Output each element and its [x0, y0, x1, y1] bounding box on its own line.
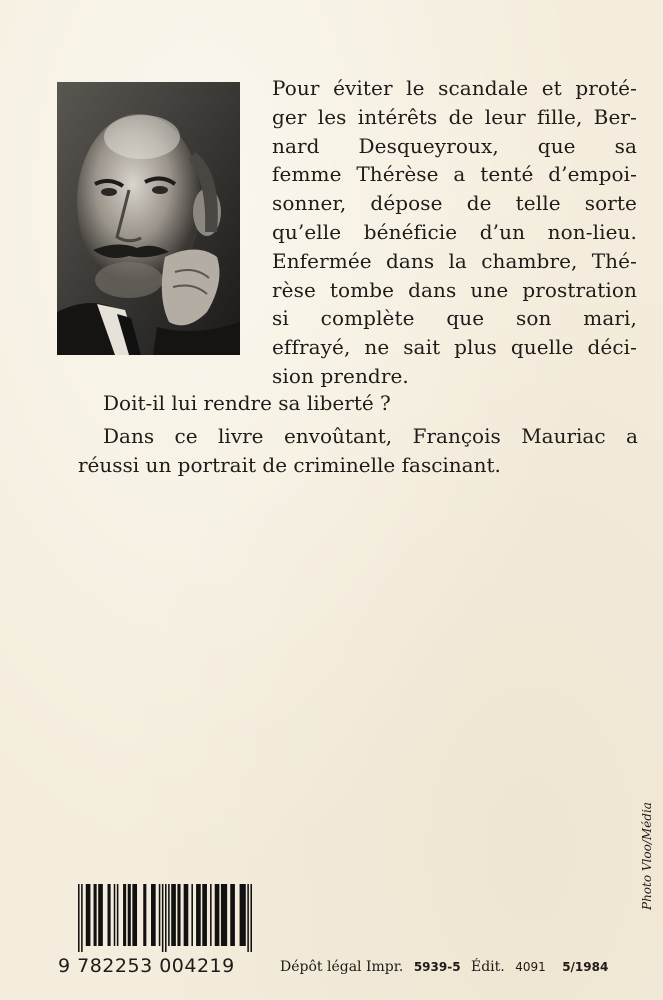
blurb-line — [272, 74, 637, 103]
barcode-bar — [171, 884, 176, 946]
barcode-bar — [202, 884, 207, 946]
word: complète — [320, 306, 415, 331]
word: que — [446, 306, 485, 331]
word: Thérèse — [356, 162, 439, 187]
barcode-bar — [230, 884, 235, 946]
barcode-bar — [117, 884, 119, 946]
barcode-bar — [177, 884, 180, 946]
blurb-line — [272, 362, 637, 391]
word: ce — [174, 424, 198, 448]
word: François — [412, 424, 501, 448]
word: proté- — [575, 76, 637, 100]
word: scandale — [438, 76, 529, 100]
barcode-bar — [94, 884, 97, 946]
word: et — [541, 76, 562, 100]
word: Mauriac — [521, 424, 606, 448]
word: sa — [614, 133, 637, 158]
barcode-bar — [210, 884, 212, 946]
edit-number: 4091 — [515, 960, 546, 974]
word: son — [515, 306, 552, 331]
barcode-bar — [132, 884, 137, 946]
edit-label: Édit. — [471, 959, 505, 975]
barcode-bar — [81, 884, 83, 952]
blurb-text — [272, 74, 637, 391]
barcode-bar — [128, 884, 131, 946]
word: de — [448, 104, 474, 129]
word: quelle — [510, 335, 574, 360]
barcode-bar — [143, 884, 146, 946]
word: a — [626, 424, 638, 448]
blurb-line — [272, 160, 637, 189]
word: non-lieu. — [547, 219, 637, 244]
author-portrait-photo — [57, 82, 240, 355]
barcode-bar — [98, 884, 103, 946]
blurb-line — [272, 276, 637, 305]
word: dans — [385, 248, 435, 273]
word: dans — [408, 277, 457, 302]
barcode-bar — [250, 884, 252, 952]
word: Ber- — [593, 104, 637, 129]
word: fille, — [537, 104, 583, 129]
word: leur — [484, 104, 526, 129]
barcode-bar — [191, 884, 193, 946]
word: intérêts — [357, 104, 438, 129]
publication-date: 5/1984 — [562, 960, 609, 974]
word: le — [406, 76, 425, 100]
word: une — [470, 277, 509, 302]
word: de — [466, 191, 492, 216]
word: ger — [272, 104, 307, 129]
depot-legal-label: Dépôt légal Impr. — [280, 959, 404, 975]
word: envoûtant, — [283, 424, 393, 448]
word: que — [537, 133, 576, 158]
blurb-line — [272, 333, 637, 362]
word: éviter — [333, 76, 393, 100]
barcode-bar — [247, 884, 249, 952]
word: prostration — [522, 277, 637, 302]
word: ne — [364, 335, 390, 360]
word: a — [453, 162, 466, 187]
word: déci- — [587, 335, 637, 360]
word: sait — [403, 335, 441, 360]
blurb-closing-line-1 — [103, 422, 638, 451]
word: dépose — [370, 191, 443, 216]
barcode-bar — [168, 884, 170, 946]
blurb-line — [272, 132, 637, 161]
word: tombe — [329, 277, 395, 302]
word: Pour — [272, 76, 320, 100]
word: sorte — [584, 191, 637, 216]
barcode-digits: 9 782253 004219 — [58, 955, 235, 977]
barcode-bar — [151, 884, 156, 946]
barcode-bar — [165, 884, 167, 952]
word: Dans — [103, 424, 155, 448]
barcode-bar — [240, 884, 246, 946]
blurb-line — [272, 103, 637, 132]
word: qu’elle — [272, 219, 342, 244]
barcode-bar — [184, 884, 189, 946]
blurb-question: Doit-il lui rendre sa liberté ? — [103, 391, 391, 415]
impr-number: 5939-5 — [413, 960, 461, 974]
word: plus — [454, 335, 497, 360]
barcode-bar — [108, 884, 111, 946]
barcode — [78, 884, 252, 952]
word: si — [272, 306, 289, 331]
barcode-bar — [114, 884, 116, 946]
word: livre — [218, 424, 264, 448]
barcode-bar — [123, 884, 126, 946]
word: rèse — [272, 277, 316, 302]
word: Enfermée — [272, 248, 372, 273]
word: d’un — [479, 219, 526, 244]
word: tenté — [480, 162, 534, 187]
word: les — [317, 104, 347, 129]
barcode-bar — [86, 884, 91, 946]
barcode-bar — [221, 884, 227, 946]
word: Desqueyroux, — [358, 133, 499, 158]
barcode-bar — [162, 884, 164, 952]
blurb-line — [272, 304, 637, 333]
blurb-line — [272, 189, 637, 218]
photo-credit: Photo Vloo/Média — [640, 802, 654, 910]
word: nard — [272, 133, 320, 158]
legal-notice — [280, 959, 614, 975]
blurb-line — [272, 247, 637, 276]
word: effrayé, — [272, 335, 351, 360]
word: sonner, — [272, 191, 347, 216]
word: femme — [272, 162, 342, 187]
blurb-closing-line-2: réussi un portrait de criminelle fascinant. — [78, 453, 501, 477]
barcode-bar — [196, 884, 201, 946]
barcode-bar — [215, 884, 220, 946]
word: d’empoi- — [548, 162, 637, 187]
word: chambre, — [481, 248, 578, 273]
word: mari, — [583, 306, 637, 331]
barcode-bar — [78, 884, 80, 952]
word: bénéficie — [363, 219, 458, 244]
barcode-bar — [159, 884, 161, 946]
word: Thé- — [591, 248, 637, 273]
blurb-line — [272, 218, 637, 247]
word: telle — [515, 191, 561, 216]
word: la — [448, 248, 467, 273]
word: sion prendre. — [272, 363, 409, 388]
